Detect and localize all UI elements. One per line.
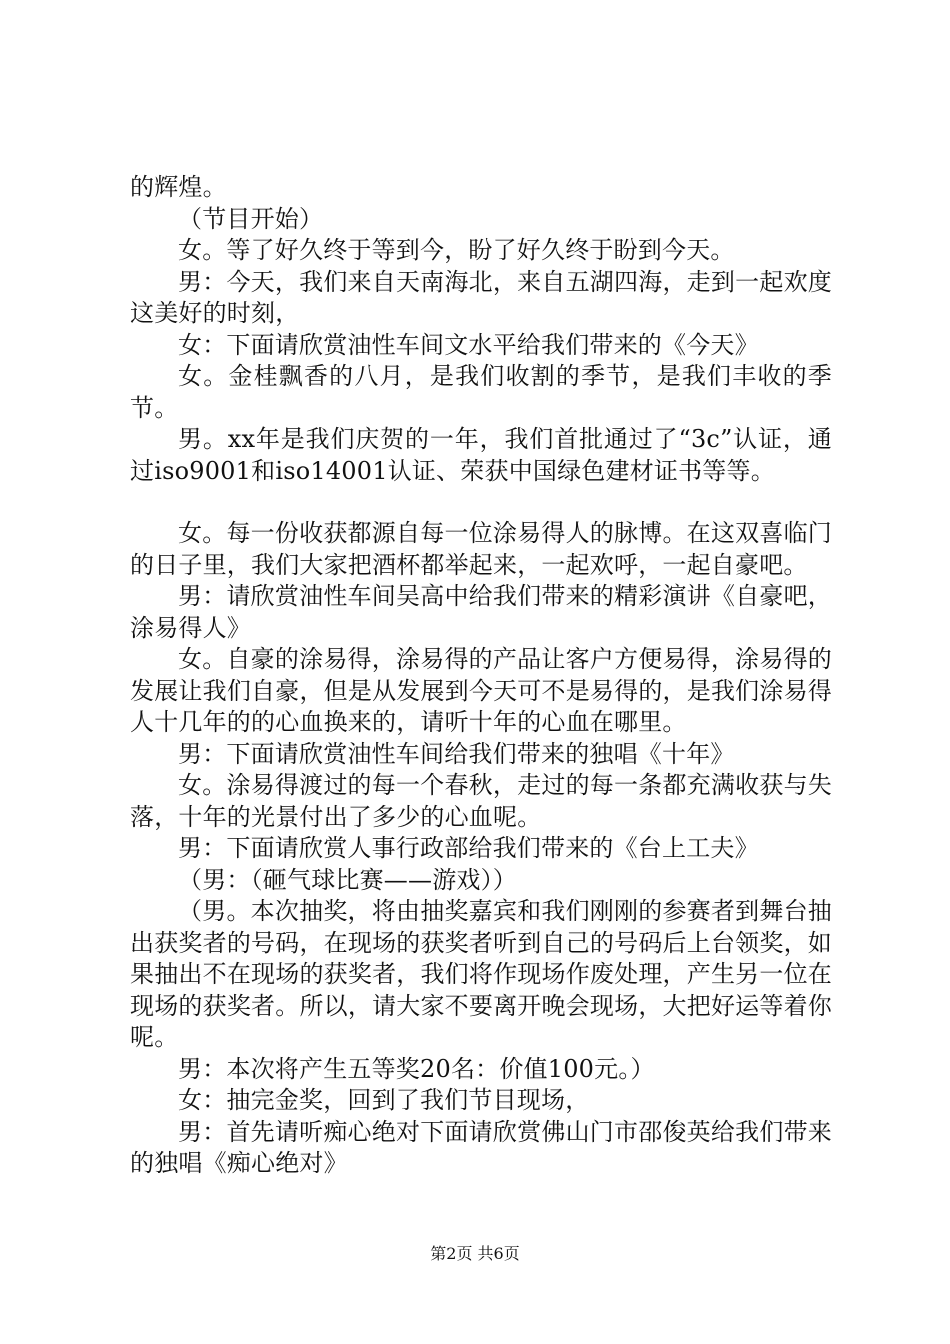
paragraph: 男。xx年是我们庆贺的一年，我们首批通过了“3c”认证，通过iso9001和iso14001认证、荣获中国绿色建材证书等等。: [130, 425, 832, 485]
paragraph: 的辉煌。: [130, 173, 227, 201]
paragraph: 男：下面请欣赏油性车间给我们带来的独唱《十年》: [178, 739, 735, 768]
paragraph: 女。等了好久终于等到今，盼了好久终于盼到今天。: [178, 236, 735, 264]
paragraph: 女：下面请欣赏油性车间文水平给我们带来的《今天》: [178, 330, 759, 359]
paragraph: 女：抽完金奖，回到了我们节目现场，: [178, 1086, 590, 1114]
paragraph: （男。本次抽奖，将由抽奖嘉宾和我们刚刚的参赛者到舞台抽出获奖者的号码，在现场的获奖者听到自己的号码后上台领奖，如果抽出不在现场的获奖者，我们将作现场作废处理，产生另一位在现场的获奖者。所以，请大家不要离开晚会现场，大把好运等着你呢。: [130, 897, 832, 1051]
paragraph: 男：下面请欣赏人事行政部给我们带来的《台上工夫》: [178, 834, 759, 862]
paragraph: 男：本次将产生五等奖20名：价值100元。）: [178, 1054, 655, 1083]
paragraph: （节目开始）: [178, 204, 324, 233]
paragraph: 男：首先请听痴心绝对下面请欣赏佛山门市邵俊英给我们带来的独唱《痴心绝对》: [130, 1117, 832, 1177]
paragraph: 男：今天，我们来自天南海北，来自五湖四海，走到一起欢度这美好的时刻，: [130, 267, 832, 327]
paragraph: 女。每一份收获都源自每一位涂易得人的脉博。在这双喜临门的日子里，我们大家把酒杯都举起来，一起欢呼，一起自豪吧。: [130, 519, 832, 579]
paragraph: 女。金桂飘香的八月，是我们收割的季节，是我们丰收的季节。: [130, 362, 832, 422]
paragraph: 女。自豪的涂易得，涂易得的产品让客户方便易得，涂易得的发展让我们自豪，但是从发展到今天可不是易得的，是我们涂易得人十几年的的心血换来的，请听十年的心血在哪里。: [130, 645, 832, 736]
page-number-footer: 第2页 共6页: [430, 1244, 520, 1263]
document-body: [130, 172, 832, 1180]
paragraph: （男：（砸气球比赛——游戏））: [178, 865, 517, 894]
paragraph: 男：请欣赏油性车间吴高中给我们带来的精彩演讲《自豪吧，涂易得人》: [130, 582, 832, 642]
paragraph: 女。涂易得渡过的每一个春秋，走过的每一条都充满收获与失落，十年的光景付出了多少的心血呢。: [130, 771, 832, 831]
